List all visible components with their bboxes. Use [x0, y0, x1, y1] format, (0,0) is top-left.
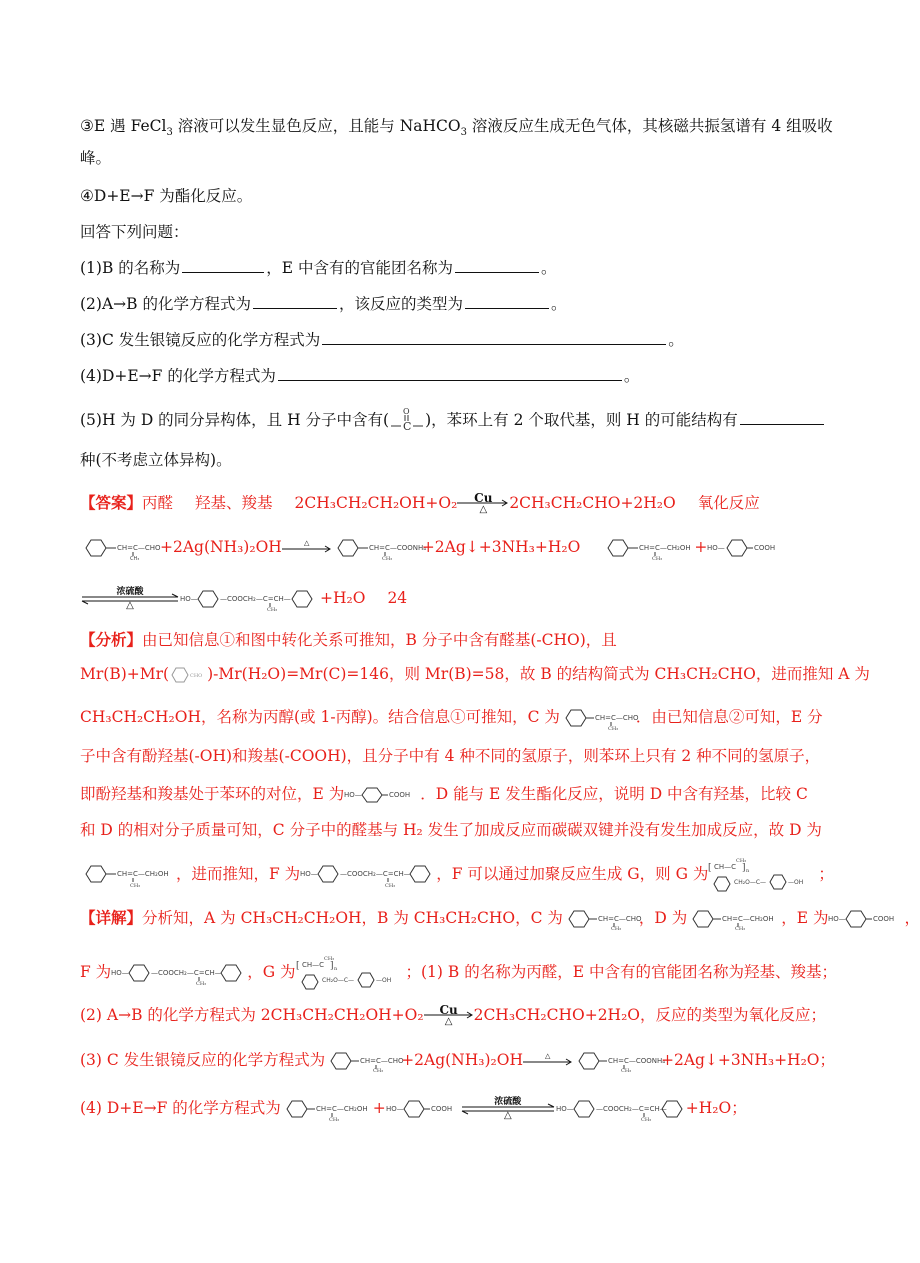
text: ； [818, 865, 834, 883]
text: F 为 [80, 963, 112, 981]
text: (2) A→B 的化学方程式为 2CH₃CH₂CH₂OH+O₂ [80, 1006, 424, 1024]
svg-text:CH₃: CH₃ [267, 607, 278, 613]
text: ，G 为 [247, 963, 296, 981]
equilibrium-arrow [460, 1096, 556, 1122]
structure-d [281, 1097, 373, 1121]
analysis-line-5 [80, 784, 808, 805]
svg-text:CH₃: CH₃ [130, 883, 141, 889]
text: 2CH₃CH₂CHO+2H₂O，反应的类型为氧化反应； [473, 1006, 826, 1024]
svg-text:CH=C—CH₂OH: CH=C—CH₂OH [315, 1105, 368, 1113]
text: 。 [541, 259, 557, 277]
text: (1)B 的名称为 [80, 259, 181, 277]
svg-text:CH₃: CH₃ [385, 883, 396, 889]
subscript: 3 [460, 127, 467, 139]
detail-line-1 [80, 908, 920, 930]
answer-2: 羟基、羧基 [195, 494, 273, 512]
detail-line-2 [80, 956, 837, 990]
text: (5)H 为 D 的同分异构体，且 H 分子中含有( [80, 411, 390, 429]
text: ．D 能与 E 发生酯化反应，说明 D 中含有羟基，比较 C [420, 785, 808, 803]
structure-c [563, 908, 642, 932]
svg-text:—COOCH₂—C=CH—: —COOCH₂—C=CH— [220, 595, 291, 603]
analysis-line-2 [80, 664, 870, 685]
answer-label: 【答案】 [80, 493, 143, 512]
svg-text:CH=C—CHO: CH=C—CHO [117, 544, 161, 552]
text: 由已知信息①和图中转化关系可推知，B 分子中含有醛基(-CHO)，且 [142, 631, 617, 649]
text: (3)C 发生银镜反应的化学方程式为 [80, 331, 321, 349]
svg-text:—OH: —OH [375, 977, 391, 984]
svg-text:[: [ [295, 961, 300, 971]
svg-text:CH₃: CH₃ [735, 926, 746, 932]
text: 即酚羟基和羧基处于苯环的对位，E 为 [80, 785, 345, 803]
structure-c [560, 706, 639, 732]
structure-f [111, 961, 247, 985]
text: (3) C 发生银镜反应的化学方程式为 [80, 1051, 326, 1069]
svg-text:△: △ [303, 539, 310, 547]
text: ，E 中含有的官能团名称为 [266, 259, 454, 277]
silver-reagent: +2Ag(NH₃)₂OH [160, 538, 282, 556]
svg-text:CH₃: CH₃ [381, 556, 392, 562]
answer-blank[interactable] [465, 307, 549, 309]
svg-text:COOH: COOH [873, 915, 895, 923]
condition-3-line1 [80, 116, 833, 143]
question-3 [80, 330, 684, 350]
answer-blank[interactable] [455, 271, 539, 273]
plus: + [372, 1099, 386, 1117]
subscript: 3 [166, 127, 173, 139]
text: (4) D+E→F 的化学方程式为 [80, 1099, 281, 1117]
reaction-arrow [424, 1004, 474, 1028]
svg-text:CH₂O—C—: CH₂O—C— [321, 977, 354, 984]
structure-e [707, 536, 787, 560]
svg-text:]: ] [742, 863, 746, 873]
svg-text:CH₂O—C—: CH₂O—C— [734, 879, 767, 886]
svg-text:HO—: HO— [111, 969, 129, 977]
svg-text:n: n [746, 868, 750, 874]
svg-text:CH₃: CH₃ [196, 981, 207, 987]
svg-text:CH—C: CH—C [714, 863, 737, 871]
equilibrium-arrow [80, 586, 180, 612]
text: 分析知，A 为 CH₃CH₂CH₂OH，B 为 CH₃CH₂CHO，C 为 [142, 909, 563, 927]
answer-blank[interactable] [322, 343, 666, 345]
svg-text:—COOCH₂—C=CH—: —COOCH₂—C=CH— [595, 1105, 667, 1113]
heat-symbol: △ [444, 1016, 453, 1027]
svg-text:[: [ [708, 863, 712, 873]
svg-text:CH—C: CH—C [301, 961, 324, 969]
question-4 [80, 366, 639, 386]
svg-text:CH=C—CHO: CH=C—CHO [597, 915, 642, 923]
detail-line-3 [80, 1004, 826, 1028]
svg-text:HO—: HO— [828, 915, 847, 923]
question-2 [80, 294, 567, 314]
heat-symbol: △ [126, 600, 134, 611]
structure-c-salt [573, 1050, 666, 1074]
question-5-line1 [80, 408, 826, 434]
svg-text:HO—: HO— [385, 1105, 404, 1113]
structure-f [556, 1097, 686, 1121]
reaction-arrow [457, 492, 509, 516]
reaction-arrow [282, 538, 332, 558]
svg-text:CH=C—CHO: CH=C—CHO [594, 714, 639, 722]
svg-text:CH=C—CH₂OH: CH=C—CH₂OH [117, 870, 169, 878]
text: 溶液可以发生显色反应，且能与 NaHCO [172, 117, 461, 135]
svg-text:]: ] [329, 961, 334, 971]
svg-text:CH=C—CHO: CH=C—CHO [360, 1057, 404, 1065]
svg-text:CH₃: CH₃ [620, 1068, 632, 1074]
svg-text:CH₃: CH₃ [323, 956, 334, 962]
analysis-line-3 [80, 706, 823, 730]
text: ③E 遇 FeCl [80, 117, 167, 135]
answer-blank[interactable] [182, 271, 264, 273]
svg-text:HO—: HO— [707, 544, 726, 552]
answer-blank[interactable] [253, 307, 337, 309]
answer-line-1 [80, 492, 760, 516]
svg-text:CH=C—COONH₄: CH=C—COONH₄ [368, 544, 426, 552]
reaction-type: 氧化反应 [697, 494, 760, 512]
svg-text:COOH: COOH [389, 791, 411, 799]
text: +H₂O； [685, 1099, 747, 1117]
svg-text:CH₃: CH₃ [607, 726, 619, 732]
heat-symbol: △ [503, 1110, 512, 1121]
catalyst-label: Cu [439, 1003, 458, 1017]
structure-d [80, 862, 176, 888]
analysis-line-1 [80, 630, 617, 650]
benzaldehyde-structure [169, 665, 207, 685]
text: ．由已知信息②可知，E 分 [635, 708, 823, 726]
svg-text:CHO: CHO [190, 673, 203, 679]
text: )-Mr(H₂O)=Mr(C)=146，则 Mr(B)=58，故 B 的结构简式为 CH₃CH₂CHO，进而推知 A 为 [207, 665, 870, 683]
text: ，E 为 [781, 909, 829, 927]
svg-text:△: △ [544, 1052, 551, 1060]
text: +2Ag↓+3NH₃+H₂O； [660, 1051, 835, 1069]
structure-f [180, 587, 320, 611]
question-1 [80, 258, 557, 278]
structure-g [296, 956, 406, 990]
text: ，该反应的类型为 [338, 295, 463, 313]
svg-text:—COOCH₂—C=CH—: —COOCH₂—C=CH— [340, 870, 411, 878]
svg-text:CH=C—COONH₄: CH=C—COONH₄ [607, 1057, 666, 1065]
answer-blank[interactable] [740, 423, 824, 425]
svg-text:CH₃: CH₃ [652, 556, 663, 562]
answer-blank[interactable] [278, 379, 622, 381]
structure-c [325, 1050, 404, 1074]
svg-text:CH₃: CH₃ [130, 556, 140, 562]
analysis-label: 【分析】 [80, 630, 143, 649]
structure-g [708, 858, 818, 892]
structure-e [386, 1097, 460, 1121]
text: ，F 可以通过加聚反应生成 G，则 G 为 [436, 865, 709, 883]
svg-text:HO—: HO— [300, 870, 318, 878]
svg-text:CH=C—CH₂OH: CH=C—CH₂OH [639, 544, 691, 552]
acid-catalyst: 浓硫酸 [494, 1097, 522, 1107]
silver-products: +2Ag↓+3NH₃+H₂O [421, 538, 581, 556]
svg-text:COOH: COOH [754, 544, 776, 552]
text: 。 [623, 367, 640, 385]
acid-catalyst: 浓硫酸 [116, 587, 144, 597]
text: 。 [668, 331, 684, 349]
text: Mr(B)+Mr( [80, 665, 170, 683]
catalyst-label: Cu [474, 491, 493, 505]
questions-intro: 回答下列问题： [80, 223, 189, 241]
water: +H₂O [320, 589, 366, 607]
structure-c-salt [332, 536, 426, 562]
svg-text:CH₃: CH₃ [328, 1117, 339, 1123]
structure-e [344, 785, 420, 805]
condition-3-line2: 峰。 [80, 149, 112, 167]
structure-e [828, 908, 904, 930]
answer-line-3 [80, 586, 407, 612]
answer-line-2 [80, 536, 787, 560]
text: 。 [550, 295, 567, 313]
equation-right: 2CH₃CH₂CHO+2H₂O [509, 494, 676, 512]
structure-c [80, 536, 160, 560]
question-5-line2: 种(不考虑立体异构)。 [80, 451, 232, 469]
text: 溶液反应生成无色气体，其核磁共振氢谱有 4 组吸收 [466, 117, 833, 135]
text: ， [904, 909, 920, 927]
svg-text:HO—: HO— [555, 1105, 574, 1113]
analysis-line-7 [80, 858, 834, 892]
plus: + [694, 538, 708, 556]
text: ，进而推知，F 为 [176, 865, 301, 883]
svg-text:O: O [403, 407, 410, 416]
svg-text:n: n [333, 966, 337, 972]
svg-text:CH₃: CH₃ [640, 1117, 651, 1123]
answer-1: 丙醛 [142, 494, 174, 512]
text: (2)A→B 的化学方程式为 [80, 295, 251, 313]
structure-d [687, 908, 781, 930]
svg-text:COOH: COOH [430, 1105, 452, 1113]
reaction-arrow [523, 1051, 573, 1071]
text: (4)D+E→F 的化学方程式为 [80, 367, 276, 385]
detail-line-4 [80, 1050, 835, 1072]
analysis-line-4: 子中含有酚羟基(-OH)和羧基(-COOH)，且分子中有 4 种不同的氢原子，则苯环上只有 2 种不同的氢原子， [80, 747, 821, 765]
isomer-count: 24 [387, 589, 408, 607]
text: +2Ag(NH₃)₂OH [401, 1051, 523, 1069]
svg-text:—COOCH₂—C=CH—: —COOCH₂—C=CH— [151, 969, 222, 977]
svg-text:HO—: HO— [344, 791, 363, 799]
text: )，苯环上有 2 个取代基，则 H 的可能结构有 [425, 411, 738, 429]
condition-4: ④D+E→F 为酯化反应。 [80, 187, 253, 205]
analysis-line-6: 和 D 的相对分子质量可知，C 分子中的醛基与 H₂ 发生了加成反应而碳碳双键并没有发生加成反应，故 D 为 [80, 821, 822, 839]
carbonyl-structure [389, 408, 425, 434]
detail-line-5 [80, 1096, 747, 1122]
text: CH₃CH₂CH₂OH，名称为丙醇(或 1-丙醇)。结合信息①可推知，C 为 [80, 708, 560, 726]
svg-text:CH=C—CH₂OH: CH=C—CH₂OH [722, 915, 774, 923]
text: ；(1) B 的名称为丙醛，E 中含有的官能团名称为羟基、羧基； [405, 963, 837, 981]
text: ，D 为 [638, 909, 688, 927]
svg-text:HO—: HO— [180, 595, 198, 603]
svg-text:C: C [403, 420, 412, 433]
svg-text:CH₃: CH₃ [373, 1068, 384, 1074]
structure-f [300, 862, 436, 888]
structure-d [602, 536, 694, 560]
svg-text:CH₃: CH₃ [736, 858, 747, 864]
detail-label: 【详解】 [80, 908, 143, 927]
svg-text:—OH: —OH [788, 879, 804, 886]
heat-symbol: △ [479, 504, 488, 515]
equation-left: 2CH₃CH₂CH₂OH+O₂ [294, 494, 458, 512]
svg-text:CH₃: CH₃ [610, 926, 622, 932]
